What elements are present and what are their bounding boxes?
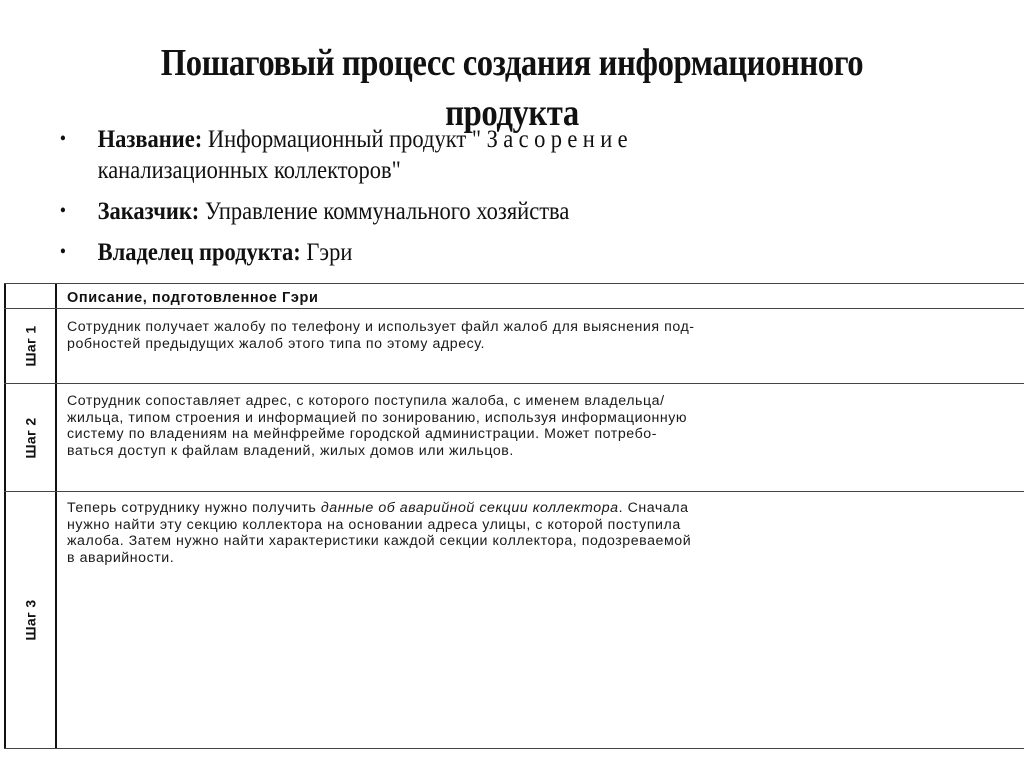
bullet-item-customer [58, 196, 742, 227]
table-header: Описание, подготовленное Гэри [67, 290, 319, 306]
bullet-icon: • [59, 200, 67, 222]
table-bottom-border [4, 748, 1024, 749]
bullet-item-owner [58, 237, 742, 268]
step-2-description: Сотрудник сопоставляет адрес, с которого поступила жалоба, с именем владельца/ жильца, типом строения и информацией по зонированию, используя информационную систему по владениям на мейнфрейме городской администрации. Может потребо- ваться доступ к файлам владений, жилых домов или жильцов. [67, 393, 688, 459]
table-header-divider [4, 308, 1024, 309]
bullet-key: Название: [97, 126, 203, 153]
step-2-label: Шаг 2 [22, 417, 38, 458]
emphasized-phrase: данные об аварийной секции коллектора [320, 500, 619, 516]
bullet-value: Гэри [300, 239, 353, 266]
steps-table [4, 283, 1024, 749]
bullet-icon: • [59, 241, 67, 263]
step-3-label: Шаг 3 [22, 599, 38, 641]
bullet-key: Владелец продукта: [97, 239, 301, 266]
bullet-value-prefix: Информационный продукт " [202, 126, 487, 153]
slide-title [72, 38, 953, 138]
step-1-description: Сотрудник получает жалобу по телефону и использует файл жалоб для выяснения под- робностей предыдущих жалоб этого типа по этому адресу. [67, 319, 695, 352]
bullet-value-spaced: Засорение [486, 126, 634, 153]
step-3-description: Теперь сотруднику нужно получить данные об аварийной секции коллектора. Сначала нужно найти эту секцию коллектора на основании адреса улицы, с которой поступила жалоба. Затем нужно найти характеристики каждой секции коллектора, подозреваемой в аварийности. [67, 500, 692, 566]
bullet-icon: • [59, 128, 67, 150]
step-1-label: Шаг 1 [22, 325, 38, 367]
bullet-key: Заказчик: [97, 198, 200, 225]
table-row-divider [4, 383, 1024, 384]
title-line-2: продукта [445, 92, 579, 134]
product-info-list [58, 124, 742, 278]
bullet-value: Управление коммунального хозяйства [199, 198, 570, 225]
title-line-1: Пошаговый процесс создания информационного [160, 42, 864, 84]
table-top-border [4, 283, 1024, 284]
bullet-value-suffix: канализационных коллекторов" [97, 157, 401, 184]
table-row-divider [4, 491, 1024, 492]
bullet-item-name [58, 124, 742, 186]
